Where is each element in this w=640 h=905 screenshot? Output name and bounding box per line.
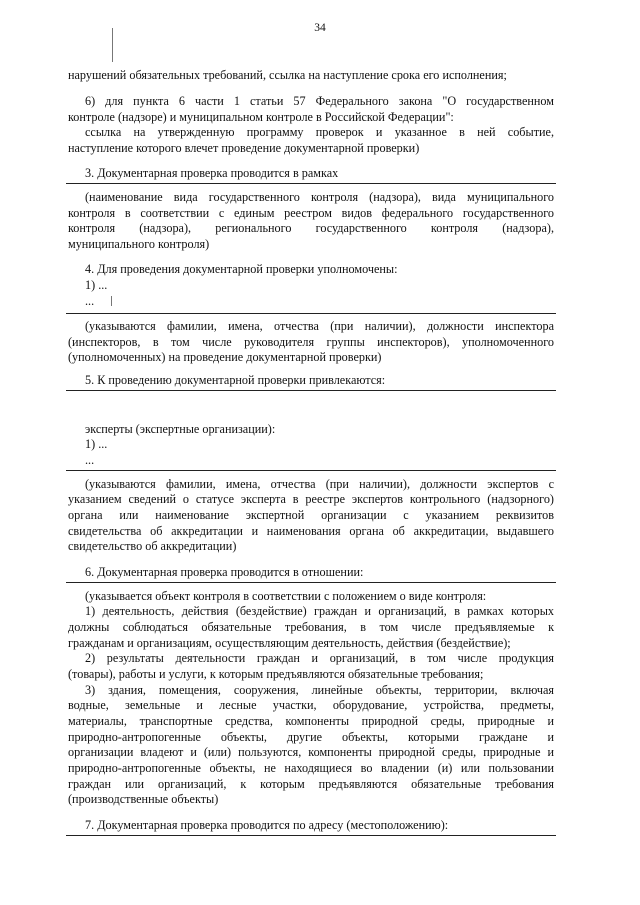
margin-mark — [111, 296, 112, 306]
section-4-note-line-1: (указываются фамилии, имена, отчества (при наличии), должности инспектора — [85, 319, 554, 333]
section-6-line-12: природно-антропогенные объекты, не находящиеся во владении (и) или пользовании — [68, 761, 554, 775]
section-6-line-9: материалы, транспортные средства, компоненты природной среды, природные и — [68, 714, 554, 728]
section-6-line-7: 3) здания, помещения, сооружения, линейные объекты, территории, включая — [85, 683, 554, 697]
section-4-item-2: ... — [85, 294, 95, 308]
section-3-note-line-2: контроля в соответствии с единым реестром видов федерального государственного — [68, 206, 554, 220]
fill-line — [66, 582, 556, 583]
section-3-note-line-1: (наименование вида государственного контроля (надзора), вида муниципального — [85, 190, 554, 204]
section-5-note-line-2: указанием сведений о статусе эксперта в реестре экспертов контрольного (надзорного) — [68, 492, 554, 506]
section-5-experts: эксперты (экспертные организации): — [85, 422, 276, 436]
section-3-title: 3. Документарная проверка проводится в рамках — [85, 166, 339, 180]
section-6-line-8: водные, земельные и лесные участки, оборудование, устройства, предметы, — [68, 698, 554, 712]
section-5-note-line-3: органа или наименование экспертной организации с указанием реквизитов — [68, 508, 554, 522]
section-3-note-line-3: контроля (надзора), регионального государственного контроля (надзора), — [68, 221, 554, 235]
section-6-title: 6. Документарная проверка проводится в отношении: — [85, 565, 364, 579]
fill-line — [66, 183, 556, 184]
section-5-item-2: ... — [85, 453, 95, 467]
item-6-line-2: контроле (надзоре) и муниципальном контроле в Российской Федерации": — [68, 110, 454, 124]
section-5-note-line-5: свидетельство об аккредитации) — [68, 539, 237, 553]
section-7-title: 7. Документарная проверка проводится по адресу (местоположению): — [85, 818, 449, 832]
section-4-note-line-2: (инспекторов, в том числе руководителя группы инспекторов), уполномоченного — [68, 335, 554, 349]
item-6-line-3: ссылка на утвержденную программу проверок и указанное в ней событие, — [85, 125, 554, 139]
section-6-line-13: граждан или организаций, к которым предъявляются обязательные требования — [68, 777, 554, 791]
section-6-line-11: организации владеют и (или) пользуются, компоненты природной среды, природные и — [68, 745, 554, 759]
section-6-line-4: гражданам и организациям, осуществляющим деятельность, действия (бездействие); — [68, 636, 511, 650]
section-6-line-1: (указывается объект контроля в соответствии с положением о виде контроля: — [85, 589, 487, 603]
section-6-line-6: (товары), работы и услуги, к которым предъявляются обязательные требования; — [68, 667, 484, 681]
section-5-note-line-4: свидетельства об аккредитации и наименования органа об аккредитации, выдавшего — [68, 524, 554, 538]
section-4-note-line-3: (уполномоченных) на проведение документарной проверки) — [68, 350, 382, 364]
section-5-title: 5. К проведению документарной проверки привлекаются: — [85, 373, 386, 387]
section-5-note-line-1: (указываются фамилии, имена, отчества (при наличии), должности экспертов с — [85, 477, 554, 491]
page-number: 34 — [314, 22, 326, 34]
section-6-line-3: должны соблюдаться обязательные требования, в том числе предъявляемые к — [68, 620, 554, 634]
section-6-line-5: 2) результаты деятельности граждан и организаций, в том числе продукция — [85, 651, 554, 665]
fill-line — [66, 313, 556, 314]
section-6-line-2: 1) деятельность, действия (бездействие) граждан и организаций, в рамках которых — [85, 604, 554, 618]
item-6-line-4: наступление которого влечет проведение документарной проверки) — [68, 141, 420, 155]
fill-line — [66, 390, 556, 391]
margin-mark — [112, 28, 113, 62]
section-6-line-14: (производственные объекты) — [68, 792, 219, 806]
fill-line — [66, 470, 556, 471]
section-5-item-1: 1) ... — [85, 437, 108, 451]
section-3-note-line-4: муниципального контроля) — [68, 237, 210, 251]
section-4-title: 4. Для проведения документарной проверки уполномочены: — [85, 262, 398, 276]
section-6-line-10: природно-антропогенные объекты, другие объекты, которыми граждане и — [68, 730, 554, 744]
paragraph-continuation: нарушений обязательных требований, ссылка на наступление срока его исполнения; — [68, 68, 507, 82]
section-4-item-1: 1) ... — [85, 278, 108, 292]
fill-line — [66, 835, 556, 836]
item-6-line-1: 6) для пункта 6 части 1 статьи 57 Федерального закона "О государственном — [85, 94, 554, 108]
